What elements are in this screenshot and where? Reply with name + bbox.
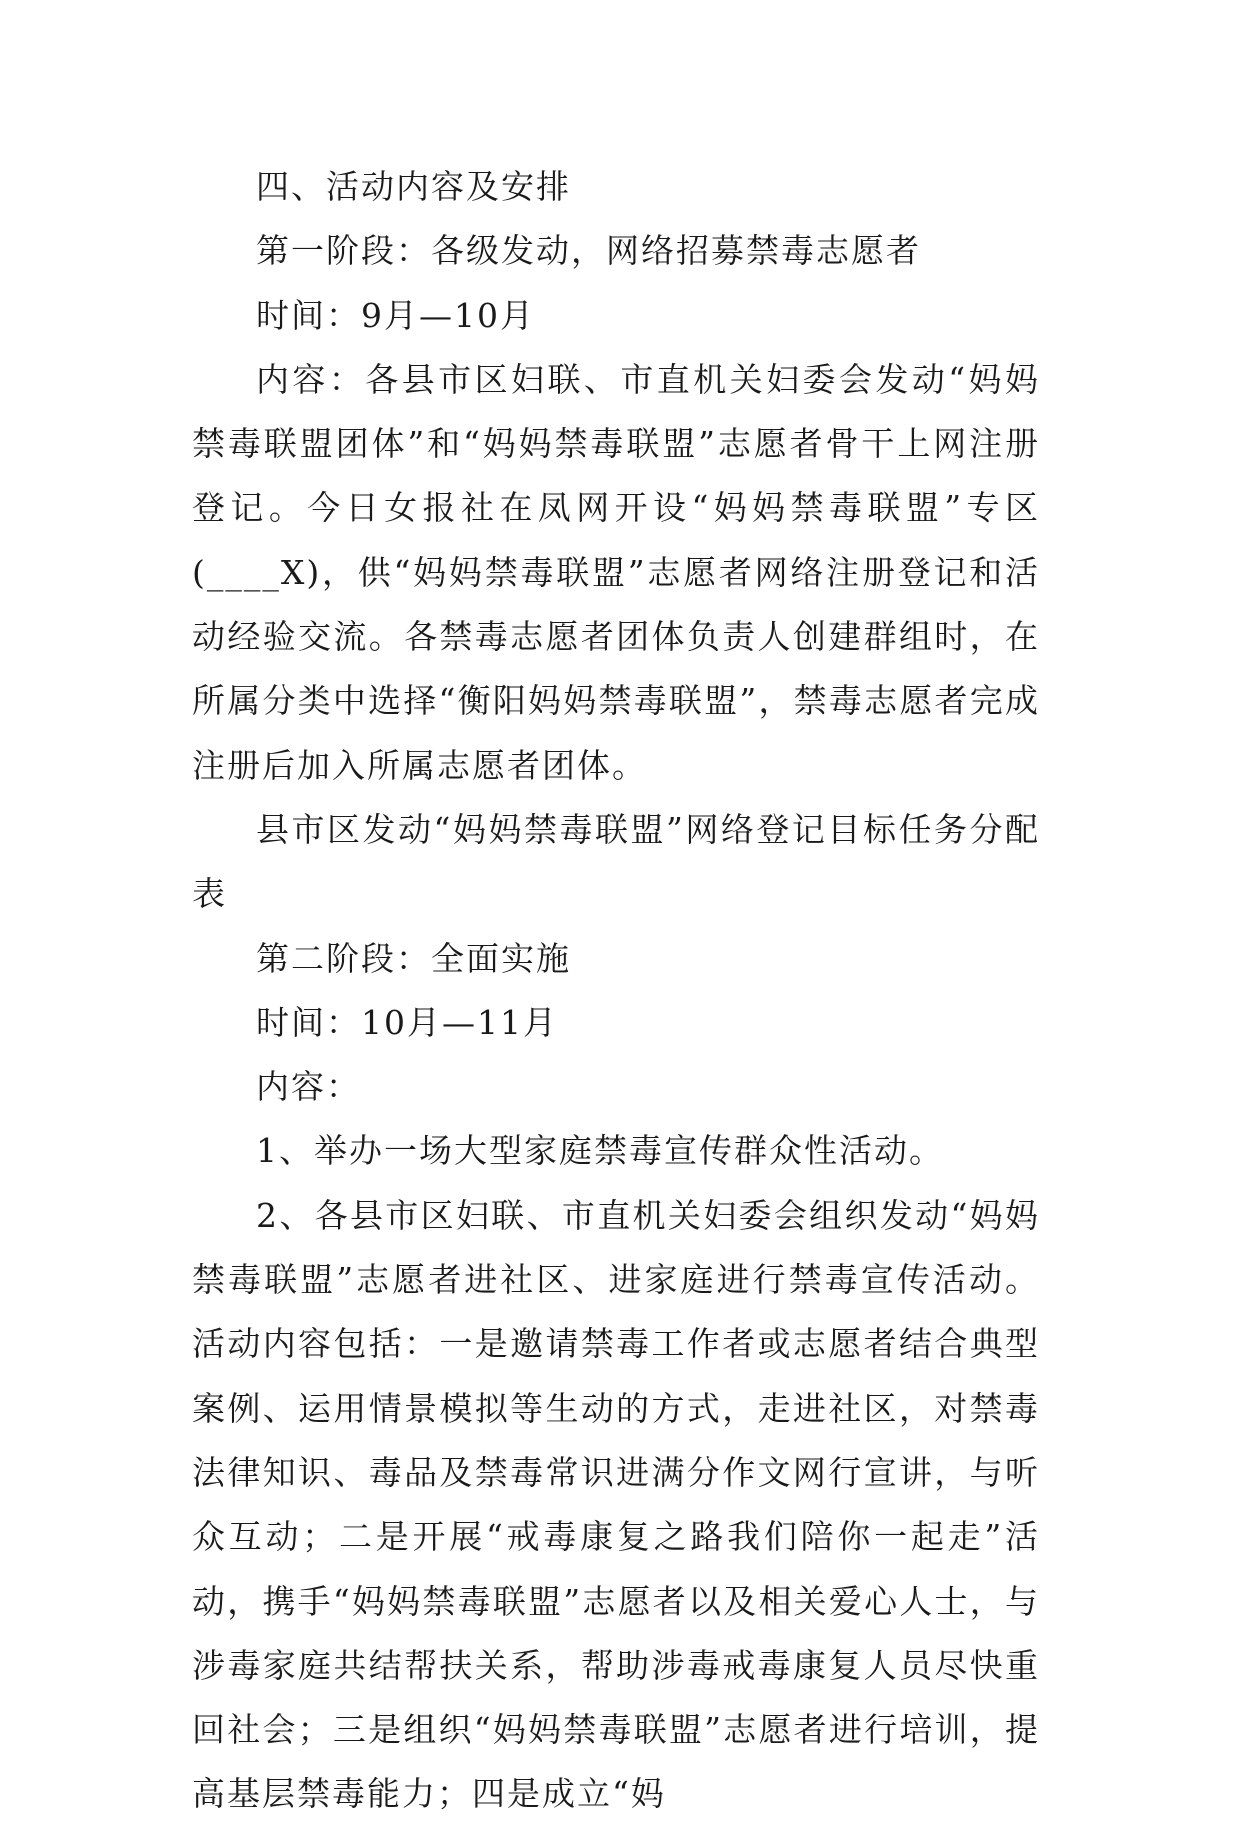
phase-two-time: 时间：10月—11月 xyxy=(256,1002,558,1042)
phase-one-title: 第一阶段：各级发动，网络招募禁毒志愿者 xyxy=(256,231,921,271)
list-item-2: 2、各县市区妇联、市直机关妇委会组织发动“妈妈禁毒联盟”志愿者进社区、进家庭进行禁毒宣传活动。活动内容包括：一是邀请禁毒工作者或志愿者结合典型案例、运用情景模拟等生动的方式，走进社区，对禁毒法律知识、毒品及禁毒常识进满分作文网行宣讲，与听众互动；二是开展“戒毒康复之路我们陪你一起走”活动，携手“妈妈禁毒联盟”志愿者以及相关爱心人士，与涉毒家庭共结帮扶关系，帮助涉毒戒毒康复人员尽快重回社会；三是组织“妈妈禁毒联盟”志愿者进行培训，提高基层禁毒能力；四是成立“妈 xyxy=(192,1195,1040,1814)
phase-two-title: 第二阶段：全面实施 xyxy=(256,938,571,978)
phase-one-time: 时间：9月—10月 xyxy=(256,295,535,335)
phase-two-content-label: 内容： xyxy=(256,1067,361,1107)
phase-one-content: 内容：各县市区妇联、市直机关妇委会发动“妈妈禁毒联盟团体”和“妈妈禁毒联盟”志愿者骨干上网注册登记。今日女报社在凤网开设“妈妈禁毒联盟”专区(____X)，供“妈妈禁毒联盟”志愿者网络注册登记和活动经验交流。各禁毒志愿者团体负责人创建群组时，在所属分类中选择“衡阳妈妈禁毒联盟”，禁毒志愿者完成注册后加入所属志愿者团体。 xyxy=(192,359,1040,785)
task-table-caption: 县市区发动“妈妈禁毒联盟”网络登记目标任务分配表 xyxy=(192,809,1040,914)
document-body xyxy=(192,155,1040,1827)
list-item-1: 1、举办一场大型家庭禁毒宣传群众性活动。 xyxy=(256,1131,944,1171)
section-heading: 四、活动内容及安排 xyxy=(256,167,571,206)
